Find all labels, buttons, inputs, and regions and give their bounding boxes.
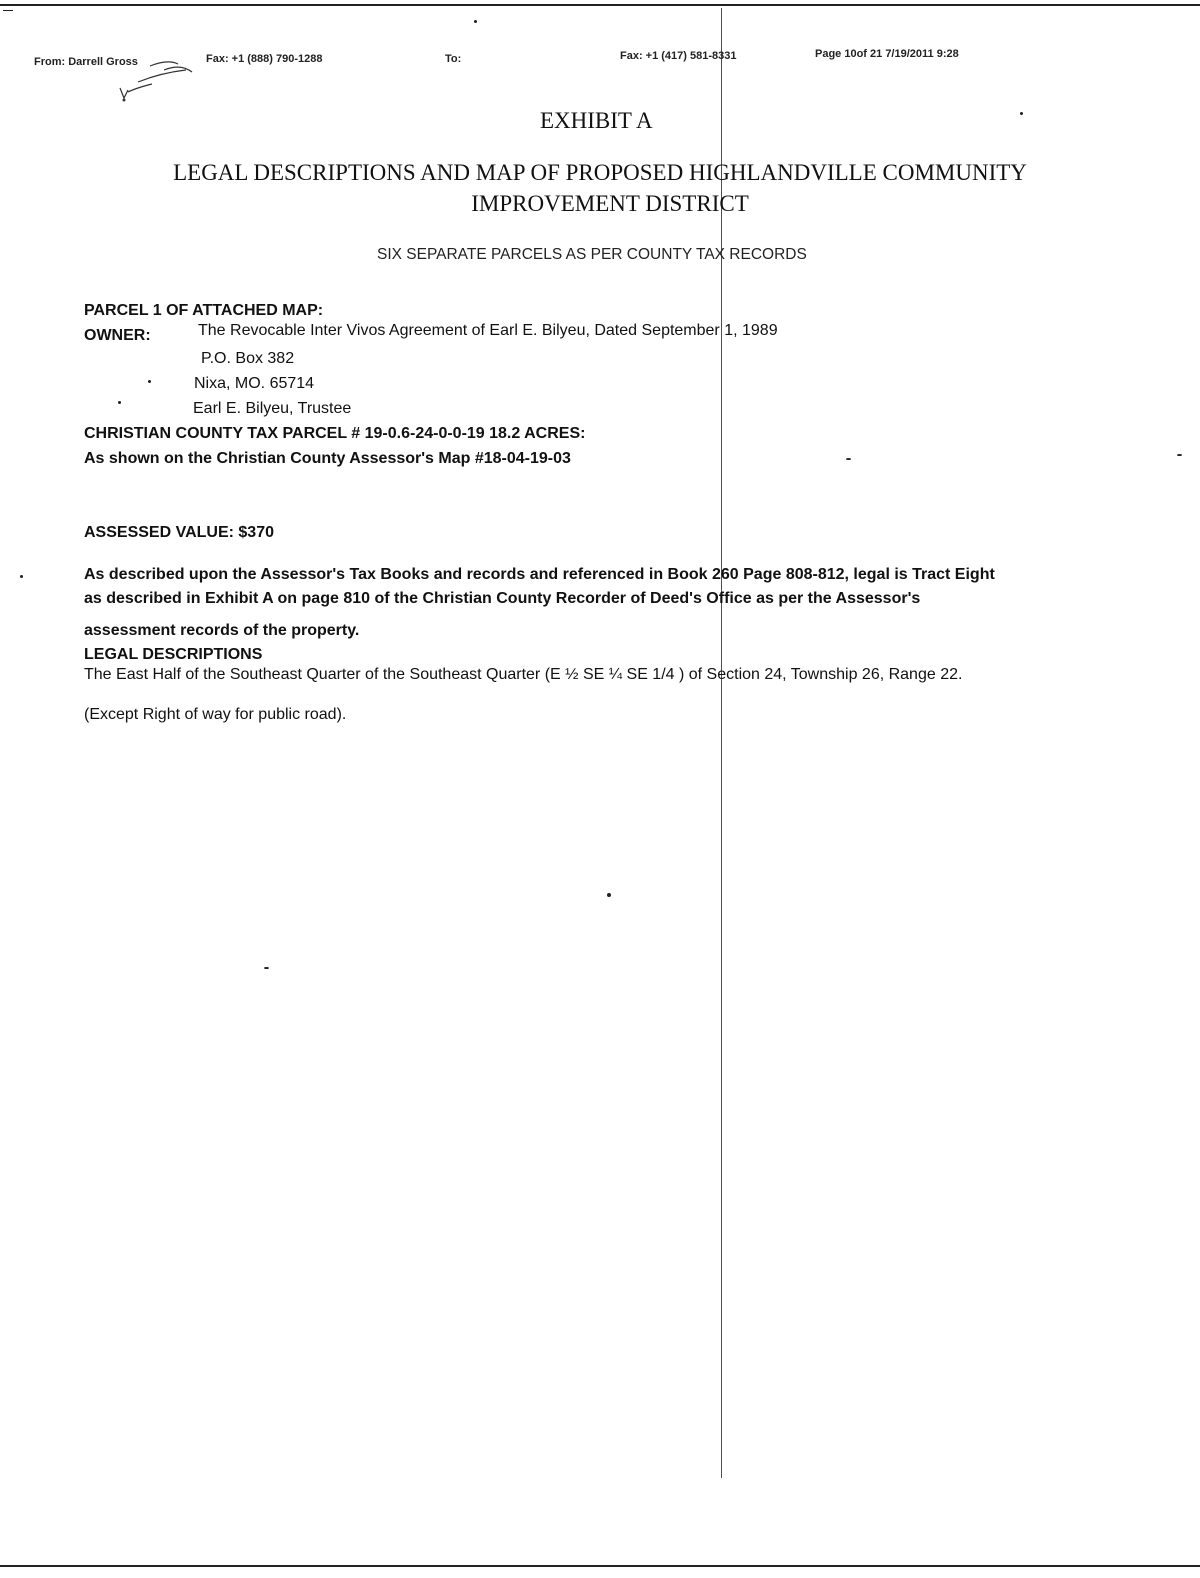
scan-bottom-border [0, 1565, 1200, 1567]
fax-to: To: [445, 53, 462, 65]
main-title-line2: IMPROVEMENT DISTRICT [471, 191, 749, 216]
scan-left-edge-mark [3, 10, 13, 11]
scan-speck [474, 20, 477, 23]
owner-address-line2: Nixa, MO. 65714 [194, 375, 315, 392]
fax-page-info: Page 10of 21 7/19/2011 9:28 [815, 48, 959, 60]
described-line3: assessment records of the property. [84, 622, 360, 639]
fax-from-number: Fax: +1 (888) 790-1288 [206, 53, 323, 65]
tax-parcel-number: CHRISTIAN COUNTY TAX PARCEL # 19-0.6-24-0-0-19 18.2 ACRES: [84, 425, 586, 442]
parcel-heading: PARCEL 1 OF ATTACHED MAP: [84, 302, 324, 319]
fax-from: From: Darrell Gross [34, 56, 138, 68]
described-line1: As described upon the Assessor's Tax Books and records and referenced in Book 260 Page 808-812, legal is Tract Eight [84, 566, 995, 583]
scan-speck [118, 401, 121, 404]
scan-top-border [0, 4, 1200, 6]
scan-speck [1177, 454, 1182, 456]
owner-name: The Revocable Inter Vivos Agreement of Earl E. Bilyeu, Dated September 1, 1989 [198, 322, 778, 339]
assessed-value: ASSESSED VALUE: $370 [84, 524, 274, 541]
scan-speck [264, 967, 269, 969]
legal-descriptions-heading: LEGAL DESCRIPTIONS [84, 646, 263, 663]
scan-speck [846, 458, 851, 460]
legal-description-line1: The East Half of the Southeast Quarter of the Southeast Quarter (E ½ SE ¼ SE 1/4 ) of Section 24, Township 26, Range 22. [84, 666, 963, 683]
scan-speck [148, 380, 151, 383]
fax-to-number: Fax: +1 (417) 581-8331 [620, 50, 737, 62]
scan-speck [1020, 112, 1023, 115]
exhibit-title: EXHIBIT A [540, 108, 653, 133]
owner-address-line1: P.O. Box 382 [201, 350, 295, 367]
assessor-map-ref: As shown on the Christian County Assessor's Map #18-04-19-03 [84, 450, 571, 467]
owner-trustee: Earl E. Bilyeu, Trustee [193, 400, 352, 417]
main-title-line1: LEGAL DESCRIPTIONS AND MAP OF PROPOSED HIGHLANDVILLE COMMUNITY [173, 160, 1027, 185]
scan-vertical-line [721, 8, 722, 1478]
subtitle: SIX SEPARATE PARCELS AS PER COUNTY TAX RECORDS [377, 246, 807, 263]
scan-speck [20, 575, 23, 578]
described-line2: as described in Exhibit A on page 810 of the Christian County Recorder of Deed's Office as per the Assessor's [84, 590, 921, 607]
owner-label: OWNER: [84, 327, 151, 344]
signature-scribble [108, 58, 198, 108]
scan-speck [607, 893, 611, 897]
legal-description-line2: (Except Right of way for public road). [84, 706, 347, 723]
